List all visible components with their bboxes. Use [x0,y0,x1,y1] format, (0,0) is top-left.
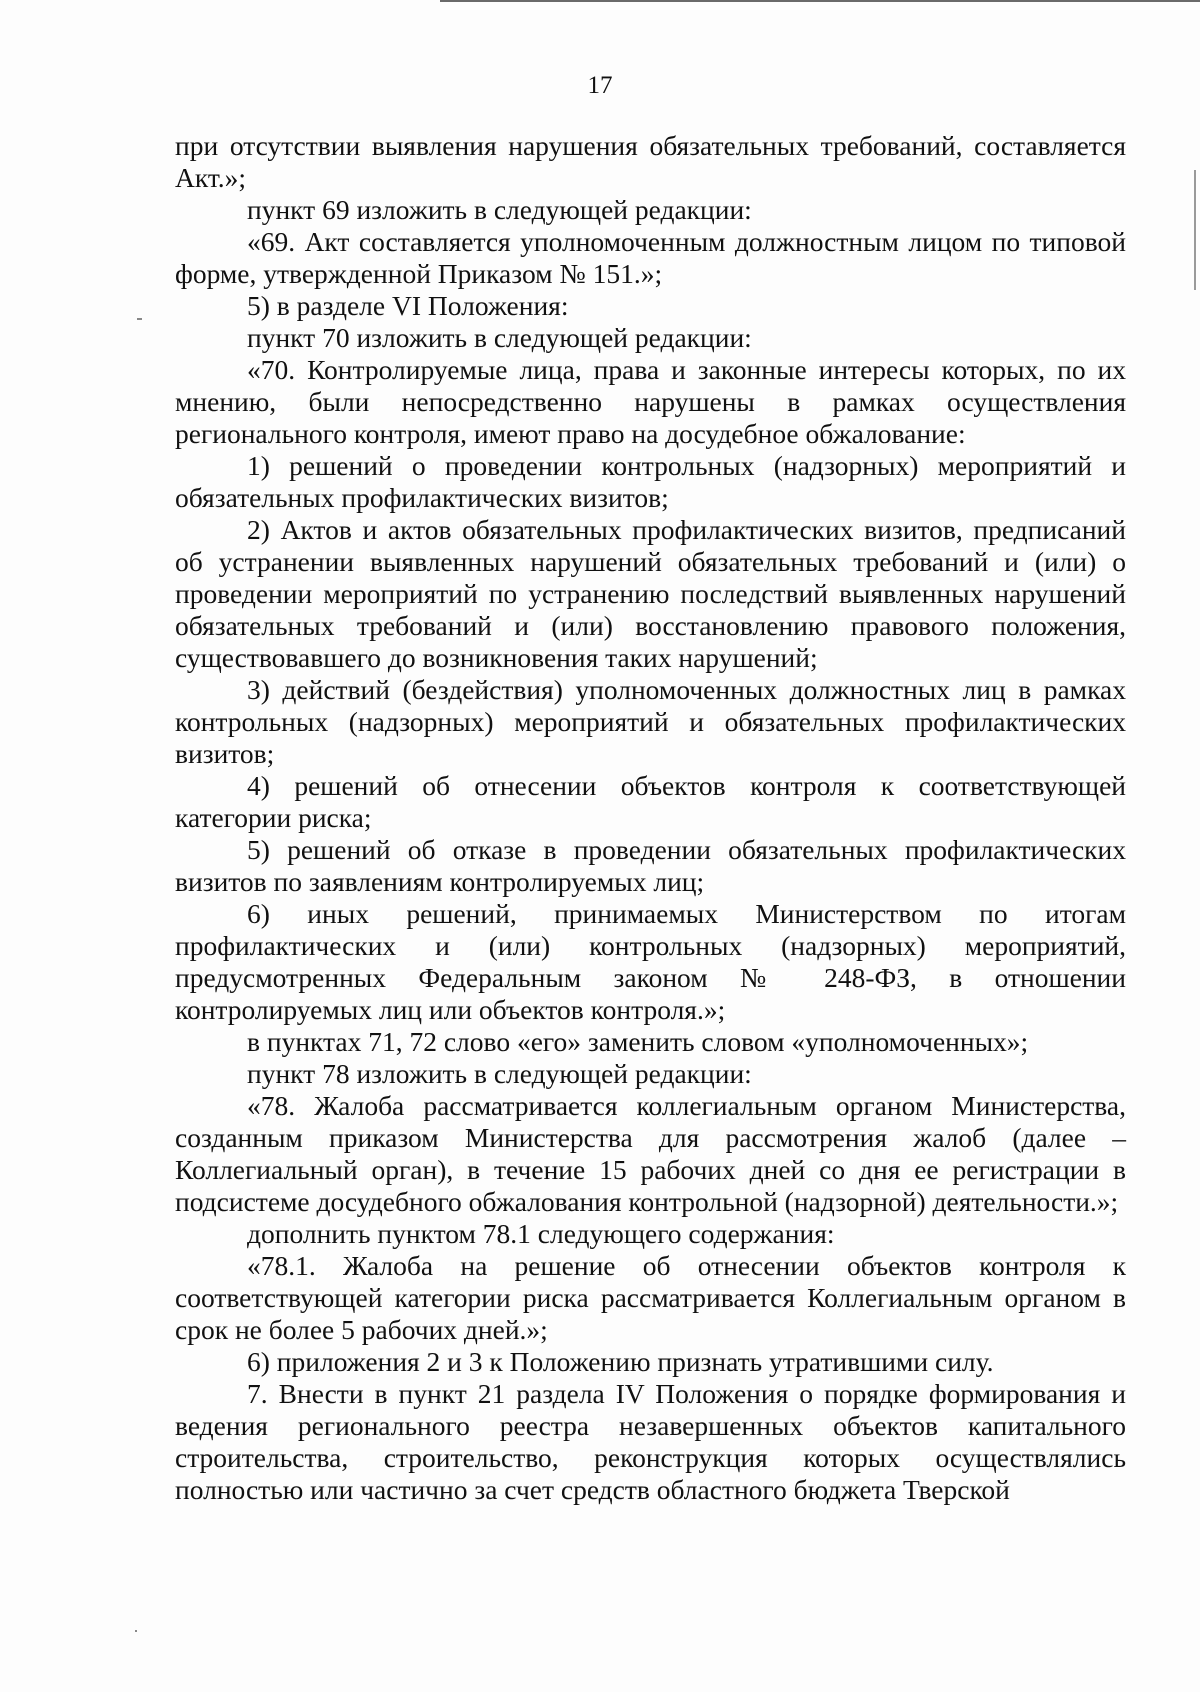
paragraph: 2) Актов и актов обязательных профилактических визитов, предписаний об устранении выявленных нарушений обязательных требований и (или) о проведении мероприятий по устранению последствий выявленных нарушений обязательных требований и (или) восстановлению правового положения, существовавшего до возникновения таких нарушений; [175,514,1126,673]
paragraph: 6) приложения 2 и 3 к Положению признать утратившими силу. [247,1346,994,1377]
scan-edge-right [1194,170,1196,290]
paragraph: 1) решений о проведении контрольных (надзорных) мероприятий и обязательных профилактических визитов; [175,450,1126,513]
paragraph: дополнить пунктом 78.1 следующего содержания: [247,1218,835,1249]
paragraph: «69. Акт составляется уполномоченным должностным лицом по типовой форме, утвержденной Приказом № 151.»; [175,226,1126,289]
paragraph: 4) решений об отнесении объектов контроля к соответствующей категории риска; [175,770,1126,833]
paragraph: 5) решений об отказе в проведении обязательных профилактических визитов по заявлениям контролируемых лиц; [175,834,1126,897]
paragraph: 7. Внести в пункт 21 раздела IV Положения о порядке формирования и ведения регионального реестра незавершенных объектов капитального строительства, строительство, реконструкция которых осуществлялись полностью или частично за счет средств областного бюджета Тверской [175,1378,1126,1505]
paragraph: пункт 69 изложить в следующей редакции: [247,194,752,225]
paragraph: пункт 70 изложить в следующей редакции: [247,322,752,353]
paragraph: «78.1. Жалоба на решение об отнесении объектов контроля к соответствующей категории риска рассматривается Коллегиальным органом в срок не более 5 рабочих дней.»; [175,1250,1126,1345]
paragraph: «70. Контролируемые лица, права и законные интересы которых, по их мнению, были непосредственно нарушены в рамках осуществления регионального контроля, имеют право на досудебное обжалование: [175,354,1126,449]
paragraph: 5) в разделе VI Положения: [247,290,569,321]
paragraph: 6) иных решений, принимаемых Министерством по итогам профилактических и (или) контрольных (надзорных) мероприятий, предусмотренных Федеральным законом № 248-ФЗ, в отношении контролируемых лиц или объектов контроля.»; [175,898,1126,1025]
scan-speck [135,1630,137,1632]
paragraph-continuation: при отсутствии выявления нарушения обязательных требований, составляется Акт.»; [175,130,1126,193]
paragraph: пункт 78 изложить в следующей редакции: [247,1058,752,1089]
paragraph: «78. Жалоба рассматривается коллегиальным органом Министерства, созданным приказом Министерства для рассмотрения жалоб (далее – Коллегиальный орган), в течение 15 рабочих дней со дня ее регистрации в подсистеме досудебного обжалования контрольной (надзорной) деятельности.»; [175,1090,1126,1217]
scan-edge-top [440,0,1200,2]
document-body [175,130,1126,1506]
paragraph: 3) действий (бездействия) уполномоченных должностных лиц в рамках контрольных (надзорных) мероприятий и обязательных профилактических визитов; [175,674,1126,769]
paragraph: в пунктах 71, 72 слово «его» заменить словом «уполномоченных»; [247,1026,1029,1057]
page-number: 17 [587,72,613,99]
scan-speck [137,318,142,320]
